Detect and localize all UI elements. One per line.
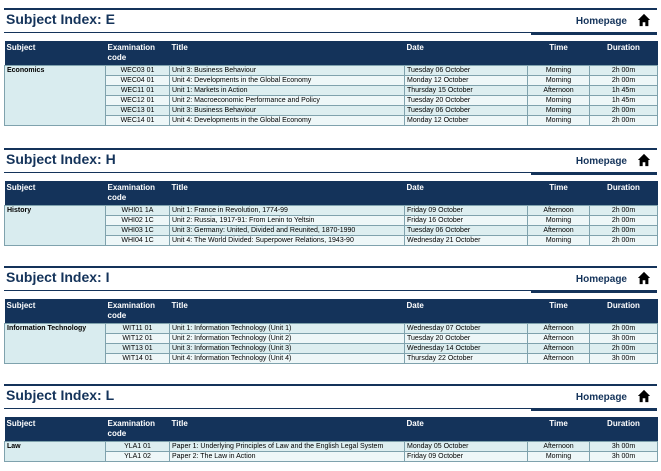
section-header	[4, 266, 657, 291]
title-cell: Unit 2: Russia, 1917-91: From Lenin to Yeltsin	[170, 216, 405, 226]
subject-cell: Information Technology	[5, 324, 106, 364]
col-subject: Subject	[5, 181, 106, 206]
duration-cell: 2h 00m	[590, 226, 658, 236]
col-time: Time	[528, 41, 590, 66]
duration-cell: 2h 00m	[590, 216, 658, 226]
homepage-link[interactable]: Homepage	[575, 156, 627, 167]
duration-cell: 2h 00m	[590, 116, 658, 126]
subject-index-section	[4, 384, 657, 462]
date-cell: Monday 12 October	[405, 76, 528, 86]
time-cell: Afternoon	[528, 86, 590, 96]
exam-code-cell: WIT11 01	[106, 324, 170, 334]
exam-code-cell: WHI04 1C	[106, 236, 170, 246]
exam-code-cell: WEC12 01	[106, 96, 170, 106]
duration-cell: 2h 00m	[590, 344, 658, 354]
date-cell: Thursday 15 October	[405, 86, 528, 96]
col-subject: Subject	[5, 417, 106, 442]
subject-cell: Economics	[5, 66, 106, 126]
title-cell: Unit 1: Markets in Action	[170, 86, 405, 96]
col-title: Title	[170, 299, 405, 324]
subject-index-section	[4, 8, 657, 126]
exam-code-cell: WIT12 01	[106, 334, 170, 344]
homepage-link[interactable]: Homepage	[575, 392, 627, 403]
date-cell: Wednesday 07 October	[405, 324, 528, 334]
col-time: Time	[528, 417, 590, 442]
time-cell: Afternoon	[528, 206, 590, 216]
title-cell: Unit 3: Business Behaviour	[170, 66, 405, 76]
homepage-underline	[531, 291, 657, 293]
home-icon[interactable]	[637, 389, 651, 403]
time-cell: Morning	[528, 66, 590, 76]
title-cell: Unit 3: Information Technology (Unit 3)	[170, 344, 405, 354]
section-header	[4, 384, 657, 409]
time-cell: Morning	[528, 236, 590, 246]
date-cell: Monday 12 October	[405, 116, 528, 126]
time-cell: Afternoon	[528, 354, 590, 364]
section-title: Subject Index: I	[6, 269, 110, 285]
homepage-underline	[531, 33, 657, 35]
title-cell: Unit 4: The World Divided: Superpower Relations, 1943-90	[170, 236, 405, 246]
date-cell: Friday 16 October	[405, 216, 528, 226]
exam-code-cell: WEC03 01	[106, 66, 170, 76]
table-row	[5, 324, 658, 334]
col-exam-code: Examination code	[106, 181, 170, 206]
subject-index-section	[4, 148, 657, 246]
duration-cell: 2h 00m	[590, 236, 658, 246]
subject-cell: History	[5, 206, 106, 246]
duration-cell: 2h 00m	[590, 106, 658, 116]
col-date: Date	[405, 41, 528, 66]
table-row	[5, 206, 658, 216]
col-exam-code: Examination code	[106, 41, 170, 66]
time-cell: Afternoon	[528, 442, 590, 452]
title-cell: Unit 4: Information Technology (Unit 4)	[170, 354, 405, 364]
exam-code-cell: WHI03 1C	[106, 226, 170, 236]
col-title: Title	[170, 181, 405, 206]
col-exam-code: Examination code	[106, 299, 170, 324]
duration-cell: 1h 45m	[590, 96, 658, 106]
col-subject: Subject	[5, 299, 106, 324]
time-cell: Afternoon	[528, 226, 590, 236]
col-subject: Subject	[5, 41, 106, 66]
section-title: Subject Index: L	[6, 387, 115, 403]
col-title: Title	[170, 417, 405, 442]
section-header	[4, 8, 657, 33]
duration-cell: 2h 00m	[590, 324, 658, 334]
col-exam-code: Examination code	[106, 417, 170, 442]
time-cell: Morning	[528, 216, 590, 226]
time-cell: Morning	[528, 76, 590, 86]
col-date: Date	[405, 417, 528, 442]
time-cell: Morning	[528, 96, 590, 106]
col-date: Date	[405, 181, 528, 206]
title-cell: Paper 1: Underlying Principles of Law and the English Legal System	[170, 442, 405, 452]
col-time: Time	[528, 181, 590, 206]
table-header-row	[5, 299, 658, 324]
homepage-underline	[531, 409, 657, 411]
title-cell: Unit 4: Developments in the Global Economy	[170, 76, 405, 86]
time-cell: Morning	[528, 452, 590, 462]
exam-code-cell: WIT13 01	[106, 344, 170, 354]
date-cell: Thursday 22 October	[405, 354, 528, 364]
time-cell: Afternoon	[528, 324, 590, 334]
exam-code-cell: WIT14 01	[106, 354, 170, 364]
date-cell: Tuesday 06 October	[405, 106, 528, 116]
title-cell: Unit 3: Germany: United, Divided and Reunited, 1870-1990	[170, 226, 405, 236]
col-duration: Duration	[590, 181, 658, 206]
time-cell: Morning	[528, 116, 590, 126]
title-cell: Unit 2: Macroeconomic Performance and Policy	[170, 96, 405, 106]
title-cell: Unit 1: France in Revolution, 1774-99	[170, 206, 405, 216]
col-title: Title	[170, 41, 405, 66]
exam-code-cell: YLA1 02	[106, 452, 170, 462]
date-cell: Friday 09 October	[405, 452, 528, 462]
duration-cell: 3h 00m	[590, 334, 658, 344]
col-date: Date	[405, 299, 528, 324]
homepage-link[interactable]: Homepage	[575, 274, 627, 285]
section-title: Subject Index: H	[6, 151, 116, 167]
time-cell: Afternoon	[528, 344, 590, 354]
title-cell: Paper 2: The Law in Action	[170, 452, 405, 462]
duration-cell: 3h 00m	[590, 452, 658, 462]
section-title: Subject Index: E	[6, 11, 115, 27]
title-cell: Unit 3: Business Behaviour	[170, 106, 405, 116]
exam-table	[4, 181, 658, 246]
duration-cell: 3h 00m	[590, 354, 658, 364]
exam-code-cell: YLA1 01	[106, 442, 170, 452]
homepage-link[interactable]: Homepage	[575, 16, 627, 27]
exam-code-cell: WEC14 01	[106, 116, 170, 126]
exam-table	[4, 299, 658, 364]
date-cell: Wednesday 14 October	[405, 344, 528, 354]
date-cell: Wednesday 21 October	[405, 236, 528, 246]
subject-cell: Law	[5, 442, 106, 462]
table-header-row	[5, 181, 658, 206]
duration-cell: 3h 00m	[590, 442, 658, 452]
col-duration: Duration	[590, 299, 658, 324]
exam-code-cell: WHI02 1C	[106, 216, 170, 226]
duration-cell: 2h 00m	[590, 76, 658, 86]
section-header	[4, 148, 657, 173]
date-cell: Tuesday 06 October	[405, 226, 528, 236]
col-duration: Duration	[590, 417, 658, 442]
date-cell: Tuesday 20 October	[405, 96, 528, 106]
table-header-row	[5, 41, 658, 66]
exam-code-cell: WEC11 01	[106, 86, 170, 96]
date-cell: Tuesday 06 October	[405, 66, 528, 76]
time-cell: Morning	[528, 106, 590, 116]
exam-code-cell: WEC04 01	[106, 76, 170, 86]
title-cell: Unit 2: Information Technology (Unit 2)	[170, 334, 405, 344]
date-cell: Tuesday 20 October	[405, 334, 528, 344]
duration-cell: 2h 00m	[590, 206, 658, 216]
exam-code-cell: WHI01 1A	[106, 206, 170, 216]
home-icon[interactable]	[637, 13, 651, 27]
date-cell: Monday 05 October	[405, 442, 528, 452]
date-cell: Friday 09 October	[405, 206, 528, 216]
home-icon[interactable]	[637, 153, 651, 167]
exam-table	[4, 417, 658, 462]
duration-cell: 1h 45m	[590, 86, 658, 96]
title-cell: Unit 4: Developments in the Global Economy	[170, 116, 405, 126]
duration-cell: 2h 00m	[590, 66, 658, 76]
homepage-underline	[531, 173, 657, 175]
exam-table	[4, 41, 658, 126]
home-icon[interactable]	[637, 271, 651, 285]
exam-code-cell: WEC13 01	[106, 106, 170, 116]
table-header-row	[5, 417, 658, 442]
table-row	[5, 66, 658, 76]
table-row	[5, 442, 658, 452]
title-cell: Unit 1: Information Technology (Unit 1)	[170, 324, 405, 334]
subject-index-section	[4, 266, 657, 364]
col-time: Time	[528, 299, 590, 324]
time-cell: Afternoon	[528, 334, 590, 344]
col-duration: Duration	[590, 41, 658, 66]
